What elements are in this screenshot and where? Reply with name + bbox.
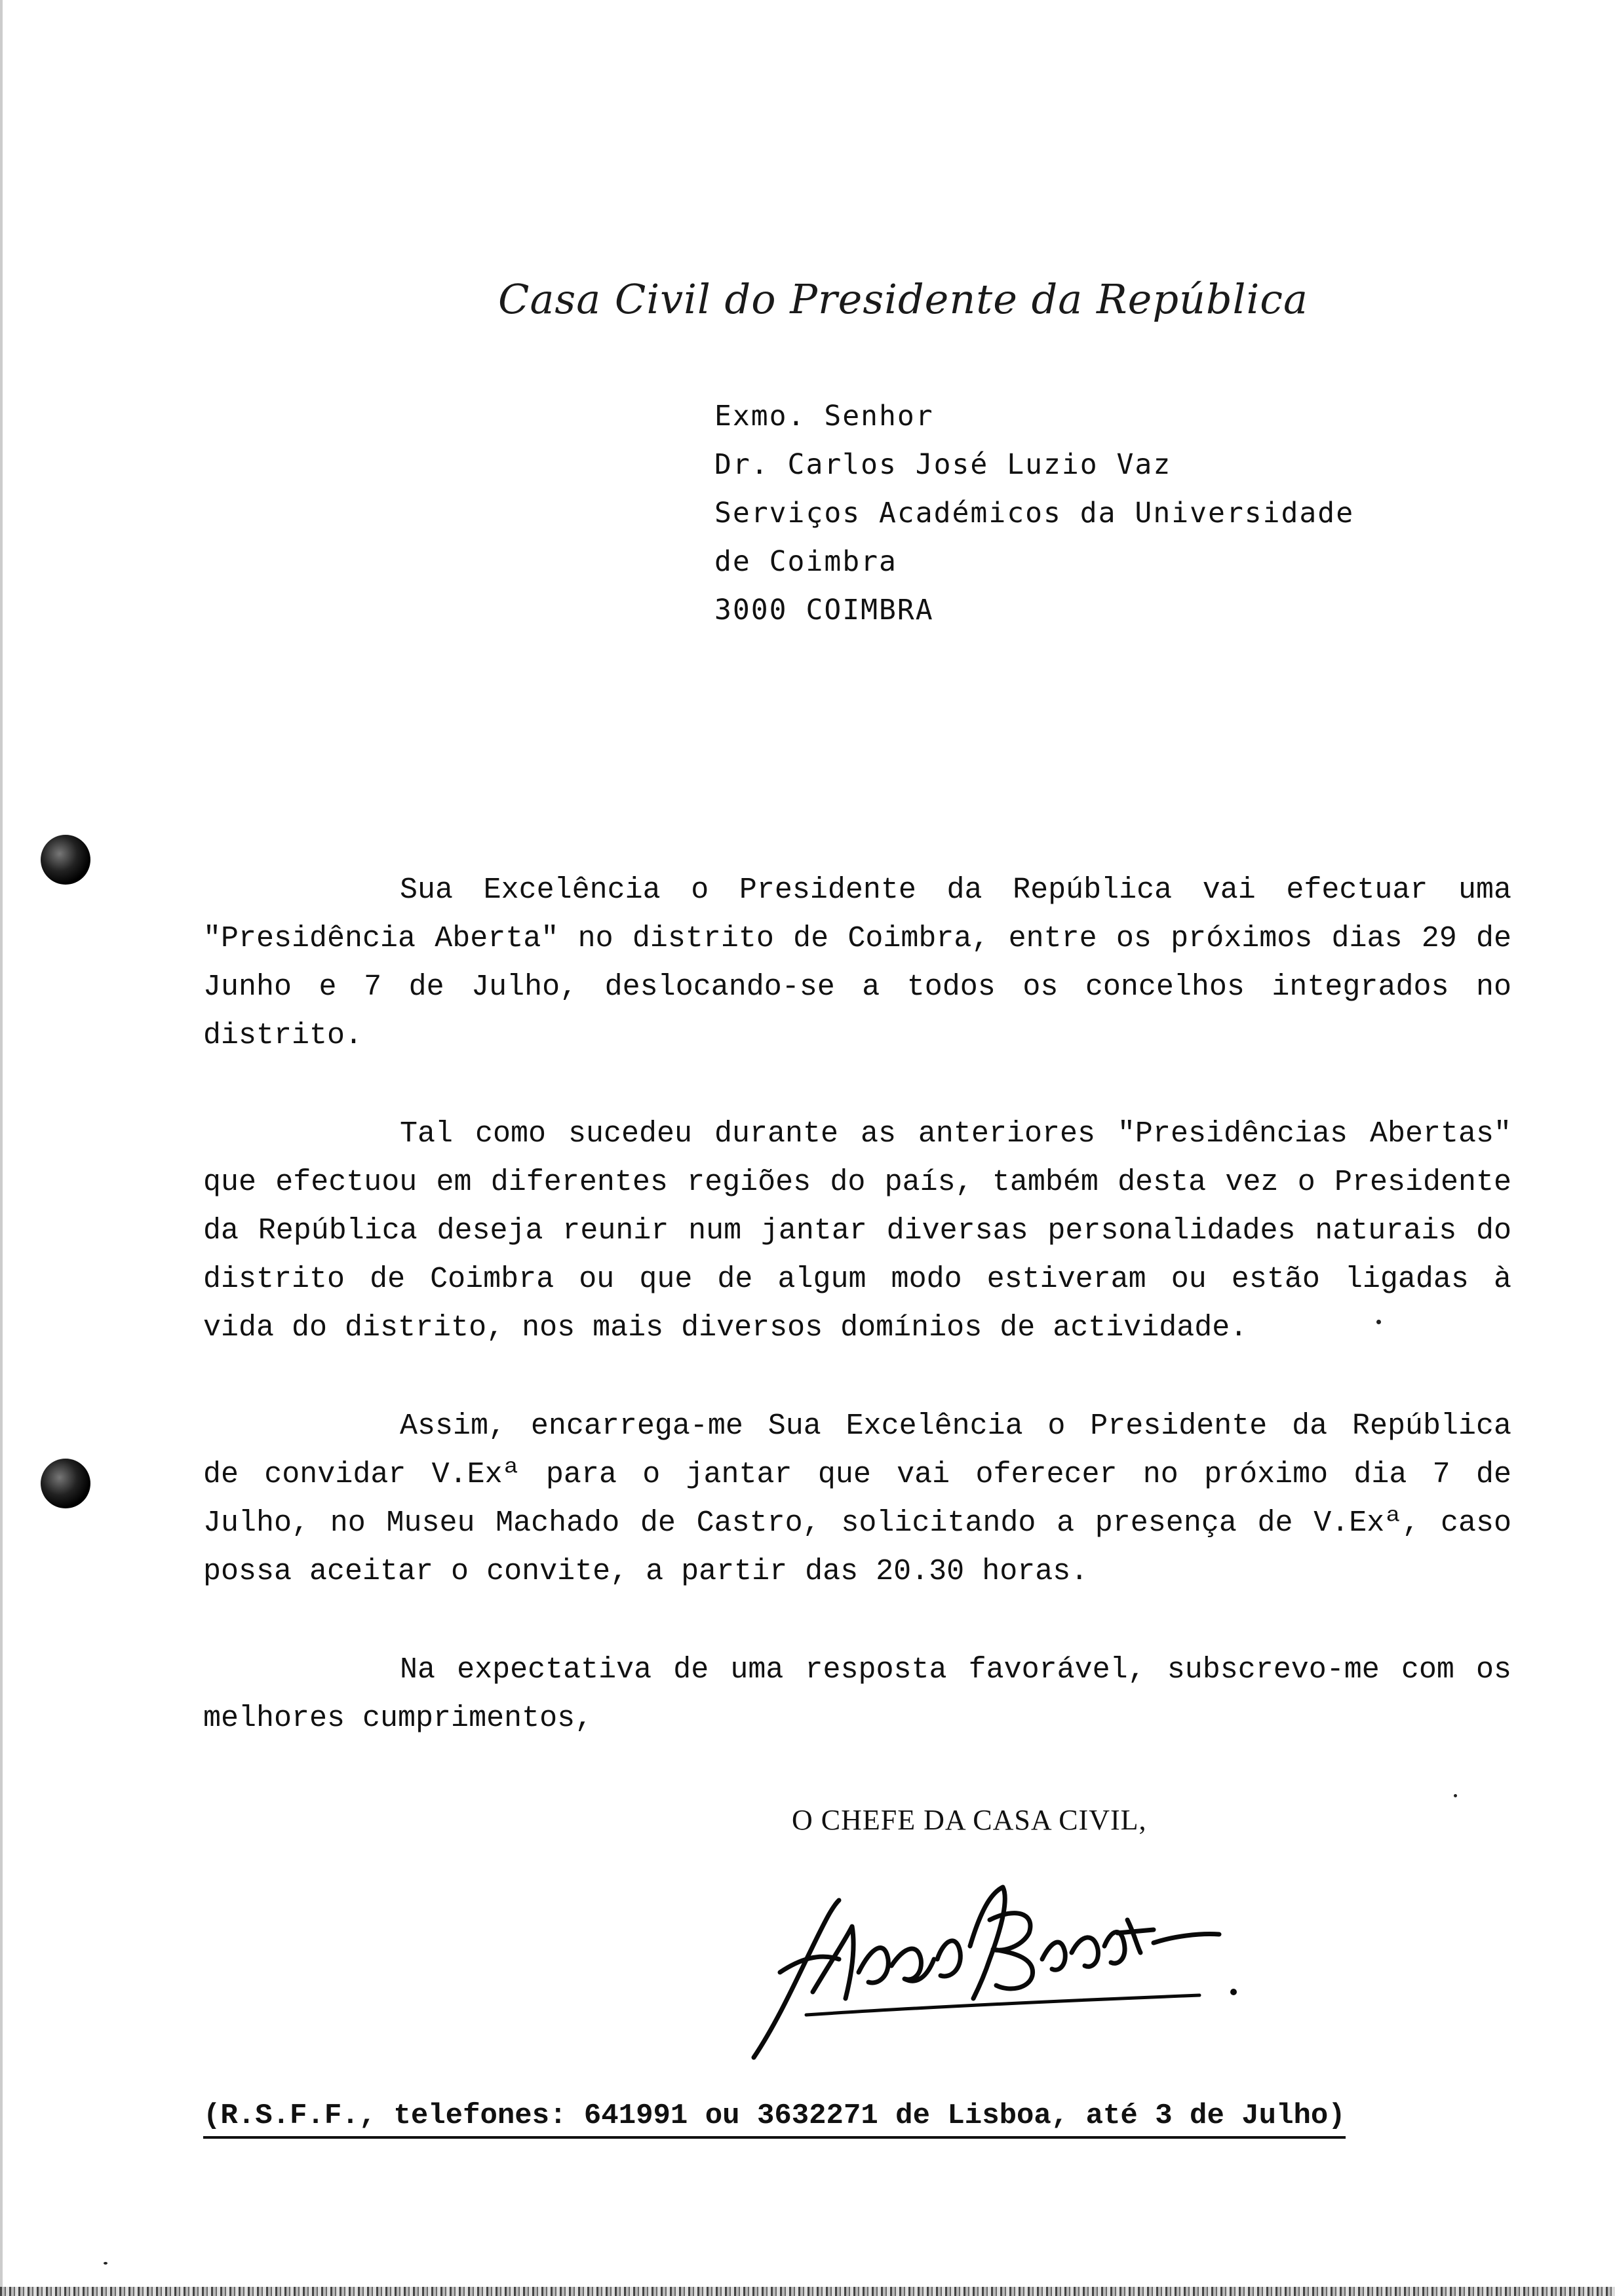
recipient-line: de Coimbra [714,545,897,578]
recipient-line: Serviços Académicos da Universidade [714,497,1355,529]
footer-note: (R.S.F.F., telefones: 641991 ou 3632271 de Lisboa, até 3 de Julho) [203,2099,1346,2139]
closing-title: O CHEFE DA CASA CIVIL, [792,1804,1147,1836]
body-paragraph: Na expectativa de uma resposta favorável, subscrevo-me com os melhores cumprimentos, [203,1653,1511,1735]
punch-hole [41,835,90,885]
letter-body [203,866,1511,1793]
scan-speck [104,2262,107,2265]
scan-bottom-edge [0,2287,1615,2296]
punch-hole [41,1459,90,1508]
recipient-address [714,392,1354,634]
scan-speck [1454,1794,1457,1797]
recipient-line: 3000 COIMBRA [714,594,934,626]
recipient-line: Dr. Carlos José Luzio Vaz [714,448,1172,481]
body-paragraph: Assim, encarrega-me Sua Excelência o Presidente da República de convidar V.Exª para o jantar que vai oferecer no próximo dia 7 de Julho, no Museu Machado de Castro, solicitando a presença de V.Exª, caso possa aceitar o convite, a partir das 20.30 horas. [203,1409,1511,1588]
letterhead: Casa Civil do Presidente da República [498,275,1308,323]
recipient-line: Exmo. Senhor [714,400,934,432]
scan-speck [1376,1320,1381,1324]
body-paragraph: Tal como sucedeu durante as anteriores "Presidências Abertas" que efectuou em diferentes regiões do país, também desta vez o Presidente da República deseja reunir num jantar diversas personalidades naturais do distrito de Coimbra ou que de algum modo estiveram ou estão ligadas à vida do distrito, nos mais diversos domínios de actividade. [203,1117,1511,1345]
handwritten-signature [741,1861,1265,2071]
body-paragraph: Sua Excelência o Presidente da República vai efectuar uma "Presidência Aberta" no distrito de Coimbra, entre os próximos dias 29 de Junho e 7 de Julho, deslocando-se a todos os concelhos integrados no distrito. [203,873,1511,1052]
scan-left-edge [0,0,3,2296]
